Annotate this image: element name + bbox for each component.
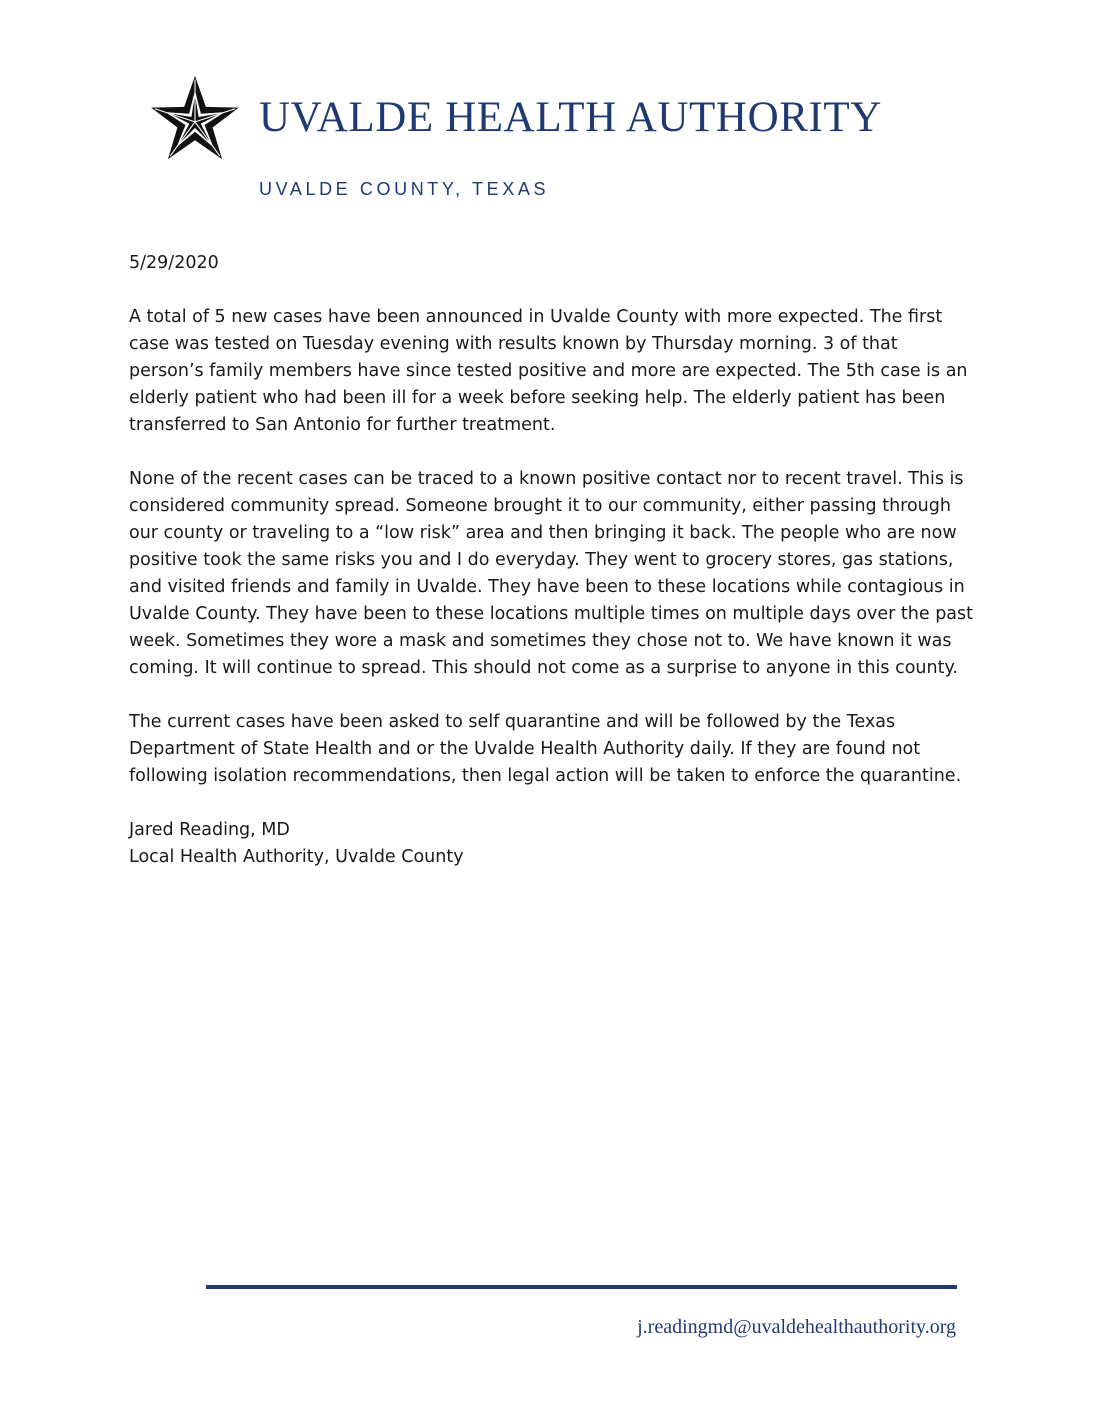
text-line: positive took the same risks you and I do everyday. They went to grocery stores, gas stations,	[129, 550, 954, 570]
text-line: Uvalde County. They have been to these locations multiple times on multiple days over the past	[129, 604, 973, 624]
text-line: A total of 5 new cases have been announced in Uvalde County with more expected. The first	[129, 307, 943, 327]
text-line: following isolation recommendations, then legal action will be taken to enforce the quarantine.	[129, 766, 962, 786]
text-line: our county or traveling to a “low risk” area and then bringing it back. The people who are now	[129, 523, 957, 543]
text-line: coming. It will continue to spread. This should not come as a surprise to anyone in this county.	[129, 658, 958, 678]
text-line: Department of State Health and or the Uvalde Health Authority daily. If they are found not	[129, 739, 921, 759]
text-line: week. Sometimes they wore a mask and sometimes they chose not to. We have known it was	[129, 631, 952, 651]
text-line: elderly patient who had been ill for a week before seeking help. The elderly patient has been	[129, 388, 946, 408]
text-line: The current cases have been asked to self quarantine and will be followed by the Texas	[129, 712, 896, 732]
organization-title: UVALDE HEALTH AUTHORITY	[259, 94, 882, 141]
signature-name: Jared Reading, MD	[129, 820, 290, 840]
footer-divider	[206, 1285, 957, 1289]
text-line: and visited friends and family in Uvalde. They have been to these locations while contagious in	[129, 577, 965, 597]
paragraph-2	[129, 466, 1009, 682]
organization-subtitle: UVALDE COUNTY, TEXAS	[259, 179, 550, 199]
text-line: person’s family members have since tested positive and more are expected. The 5th case is an	[129, 361, 968, 381]
text-line: transferred to San Antonio for further treatment.	[129, 415, 556, 435]
letter-body	[129, 250, 1009, 871]
paragraph-1	[129, 304, 1009, 439]
text-line: case was tested on Tuesday evening with results known by Thursday morning. 3 of that	[129, 334, 898, 354]
text-line: considered community spread. Someone brought it to our community, either passing through	[129, 496, 951, 516]
signature-title: Local Health Authority, Uvalde County	[129, 847, 464, 867]
letter-date: 5/29/2020	[129, 253, 219, 273]
text-line: None of the recent cases can be traced to a known positive contact nor to recent travel. This is	[129, 469, 964, 489]
texas-star-icon	[148, 74, 242, 166]
signature-block	[129, 817, 1009, 871]
footer-email[interactable]: j.readingmd@uvaldehealthauthority.org	[637, 1316, 956, 1338]
paragraph-3	[129, 709, 1009, 790]
